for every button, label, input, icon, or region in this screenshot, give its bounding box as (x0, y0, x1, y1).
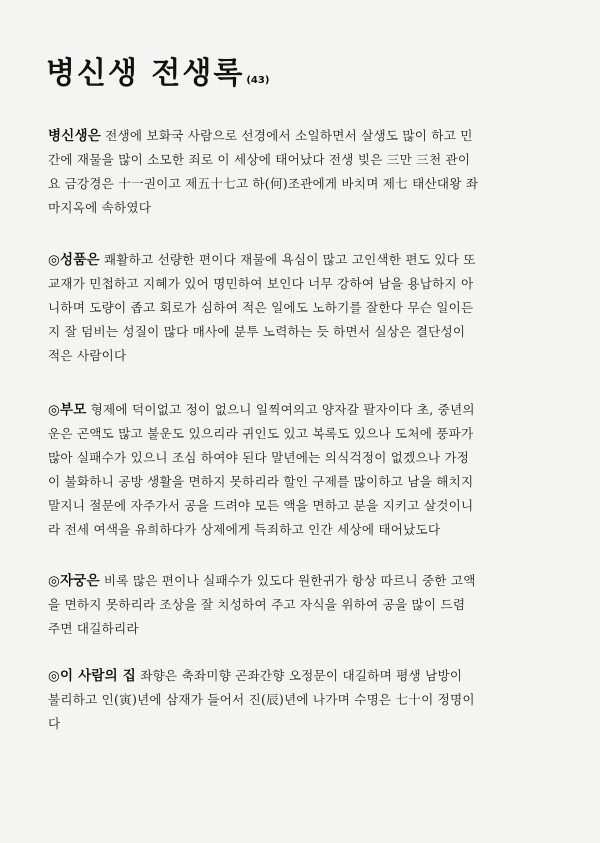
paragraph-line: 간에 재물을 많이 소모한 죄로 이 세상에 태어났다 전생 빚은 三만 三천 관이 (48, 152, 471, 167)
section-lead: ◎자궁은 (48, 573, 100, 589)
section-lead: ◎이 사람의 집 (48, 668, 136, 684)
section-lead: ◎부모 (48, 402, 87, 418)
paragraph-line: 많아 실패수가 있으니 조심 하여야 된다 말년에는 의식걱정이 없겠으나 가정 (48, 450, 470, 465)
paragraph-line: 주면 대길하리라 (48, 621, 139, 636)
paragraph-line: 지 잘 덤비는 성질이 많다 매사에 분투 노력하는 듯 하면서 실상은 결단성이 (48, 324, 466, 339)
page-title (46, 48, 269, 92)
paragraph-line: 라 전세 여색을 유희하다가 상제에게 득죄하고 인간 세상에 태어났도다 (48, 522, 441, 537)
paragraph-line: 요 금강경은 十一권이고 제五十七고 하(何)조관에게 바치며 제七 태산대왕 좌 (48, 176, 479, 191)
paragraph-line: 다 (48, 716, 61, 731)
paragraph-line: 이 불화하니 공방 생활을 면하지 못하리라 할인 구제를 많이하고 남을 해치지 (48, 474, 474, 489)
paragraph-line: 병신생은 전생에 보화국 사람으로 선경에서 소일하면서 살생도 많이 하고 민 (48, 128, 473, 144)
paragraph-line: ◎이 사람의 집 좌향은 축좌미향 곤좌간향 오정문이 대길하며 평생 남방이 (48, 668, 463, 684)
page-number: (43) (246, 75, 270, 86)
paragraph-line: ◎성품은 쾌활하고 선량한 편이다 재물에 욕심이 많고 고인색한 편도 있다 또 (48, 252, 476, 268)
paragraph-intro (48, 124, 554, 220)
section-lead: 병신생은 (48, 128, 101, 144)
paragraph-line: 운은 곤액도 많고 불운도 있으리라 귀인도 있고 복록도 있으나 도처에 풍파가 (48, 426, 474, 441)
section-lead: ◎성품은 (48, 252, 100, 268)
title-text: 병신생 전생록 (46, 56, 245, 91)
paragraph-children (48, 569, 554, 641)
paragraph-line: 불리하고 인(寅)년에 삼재가 들어서 진(辰)년에 나가며 수명은 七十이 정명이 (48, 692, 475, 707)
paragraph-line: 을 면하지 못하리라 조상을 잘 치성하여 주고 자식을 위하여 공을 많이 드렴 (48, 597, 466, 612)
paragraph-line: 적은 사람이다 (48, 348, 127, 363)
paragraph-line: ◎부모 형제에 덕이없고 정이 없으니 일찍여의고 양자갈 팔자이다 초, 중년의 (48, 402, 475, 418)
paragraph-character (48, 248, 554, 368)
paragraph-line: 니하며 도량이 좁고 회로가 심하여 적은 일에도 노하기를 잘한다 무슨 일이든 (48, 300, 474, 315)
paragraph-line: 말지니 절문에 자주가서 공을 드려야 모든 액을 면하고 분을 지키고 살것이니 (48, 498, 474, 513)
paragraph-parents (48, 398, 554, 542)
paragraph-line: 마지옥에 속하였다 (48, 200, 152, 215)
paragraph-line: 교재가 민첩하고 지혜가 있어 명민하여 보인다 너무 강하여 남을 용납하지 아 (48, 276, 474, 291)
paragraph-house (48, 664, 554, 736)
paragraph-line: ◎자궁은 비록 많은 편이나 실패수가 있도다 원한귀가 항상 따르니 중한 고액 (48, 573, 476, 589)
